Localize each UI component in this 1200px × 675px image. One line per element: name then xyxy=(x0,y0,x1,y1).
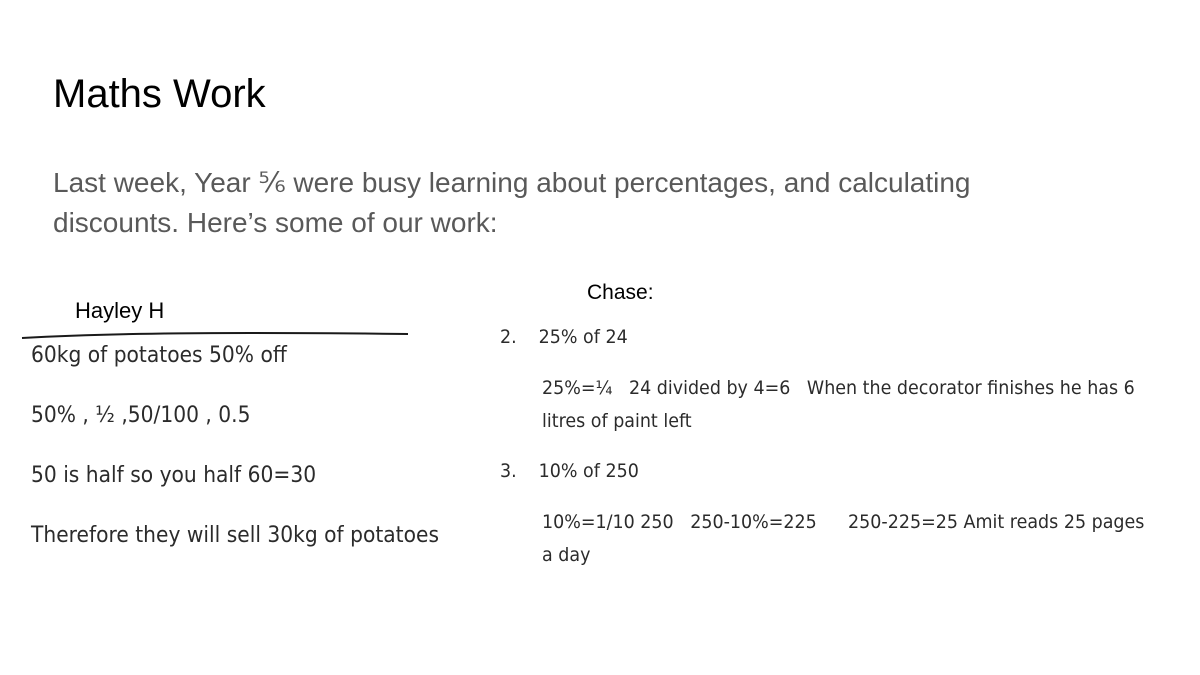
chase-work-image xyxy=(500,318,1190,578)
hayley-work-image xyxy=(20,285,470,575)
question-2-text: 25% of 24 xyxy=(538,326,628,348)
answer-part: 25%=¼ xyxy=(542,377,613,399)
chase-heading: Chase: xyxy=(587,281,654,304)
answer-part: 24 divided by 4=6 xyxy=(629,377,791,399)
intro-line-1: Last week, Year ⅚ were busy learning about percentages, and calculating xyxy=(53,167,971,198)
question-2-answer-line-2: litres of paint left xyxy=(542,410,692,432)
intro-line-2: discounts. Here’s some of our work: xyxy=(53,207,498,238)
question-3-answer-line-1 xyxy=(542,506,1149,539)
question-2-answer-line-1 xyxy=(542,372,1149,405)
hayley-line-3: 50 is half so you half 60=30 xyxy=(31,463,317,488)
question-3-answer-line-2: a day xyxy=(542,544,591,566)
hand-drawn-underline xyxy=(20,329,410,343)
question-3-number: 3. xyxy=(500,460,517,482)
answer-part: 250-225=25 Amit reads 25 pages xyxy=(848,511,1145,533)
question-3-answer xyxy=(542,506,1149,572)
hayley-line-2: 50% , ½ ,50/100 , 0.5 xyxy=(31,403,251,428)
hayley-line-1: 60kg of potatoes 50% off xyxy=(31,343,287,368)
intro-text xyxy=(53,163,1113,243)
answer-part: 10%=1/10 250 xyxy=(542,511,674,533)
hayley-line-4: Therefore they will sell 30kg of potatoes xyxy=(31,523,440,548)
question-2-answer xyxy=(542,372,1149,438)
question-3-text: 10% of 250 xyxy=(538,460,639,482)
slide-title: Maths Work xyxy=(53,72,266,116)
question-2-number: 2. xyxy=(500,326,517,348)
answer-part: When the decorator finishes he has 6 xyxy=(806,377,1135,399)
hayley-name-label: Hayley H xyxy=(75,298,165,323)
answer-part: 250-10%=225 xyxy=(690,511,817,533)
